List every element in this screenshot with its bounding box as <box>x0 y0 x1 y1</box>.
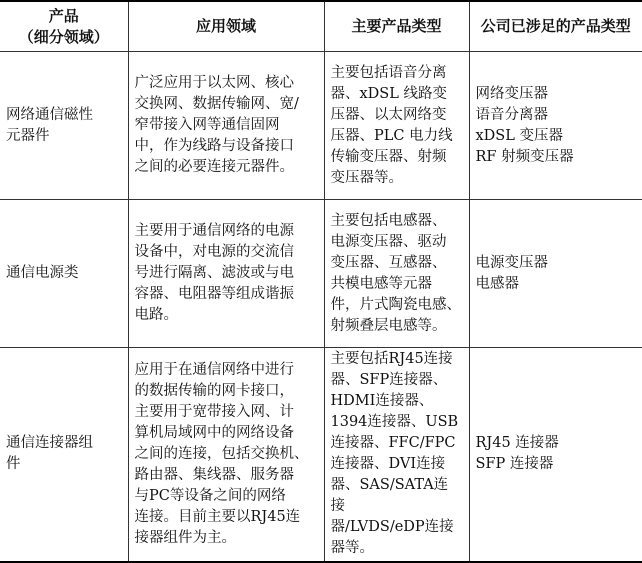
main-types-text: 主要包括电感器、 电源变压器、驱动 变压器、互感器、 共模电感等元器 件，片式陶瓷电感、 射频叠层电感等。 <box>330 212 461 334</box>
header-application-field <box>128 1 324 52</box>
segment-text: 通信连接器组 件 <box>6 435 93 473</box>
header-product-segment-label: 产品 （细分领域） <box>18 6 109 46</box>
main-types-cell <box>324 52 469 200</box>
header-company-product-types-label: 公司已涉足的产品类型 <box>480 17 631 35</box>
segment-text: 网络通信磁性 元器件 <box>6 106 93 144</box>
company-types-text: RJ45 连接器 SFP 连接器 <box>475 435 559 473</box>
header-product-segment <box>0 1 128 52</box>
application-cell <box>128 52 324 200</box>
table-row <box>0 52 642 200</box>
company-types-cell <box>469 348 642 562</box>
segment-cell <box>0 200 128 348</box>
main-types-cell <box>324 200 469 348</box>
application-cell <box>128 348 324 562</box>
company-types-cell <box>469 200 642 348</box>
application-text: 应用于在通信网络中进行 的数据传输的网卡接口， 主要用于宽带接入网、计 算机局域网中的网络设备 之间的连接，包括交换机、 路由器、集线器、服务器 与PC等设备之间的网络 连接。目前主要以RJ45连 接器组件为主。 <box>134 361 309 546</box>
header-application-field-label: 应用领域 <box>195 17 256 35</box>
main-types-text: 主要包括语音分离 器、xDSL 线路变 压器、以太网络变 压器、PLC 电力线 传输变压器、射频 变压器等。 <box>330 64 453 186</box>
header-main-product-types <box>324 1 469 52</box>
header-company-product-types <box>469 1 642 52</box>
company-types-text: 网络变压器 语音分离器 xDSL 变压器 RF 射频变压器 <box>475 85 574 165</box>
table-row <box>0 348 642 562</box>
company-types-cell <box>469 52 642 200</box>
segment-cell <box>0 52 128 200</box>
segment-cell <box>0 348 128 562</box>
company-types-text: 电源变压器 电感器 <box>475 254 548 292</box>
table-row <box>0 200 642 348</box>
segment-text: 通信电源类 <box>6 265 79 281</box>
main-types-cell <box>324 348 469 562</box>
table-header-row <box>0 1 642 52</box>
application-cell <box>128 200 324 348</box>
header-main-product-types-label: 主要产品类型 <box>351 17 442 35</box>
main-types-text: 主要包括RJ45连接 器、SFP连接器、 HDMI连接器、 1394连接器、USB 连接器、FFC/FPC 连接器、DVI连接 器、SAS/SATA连接 器/LVDS/eDP连接 器等。 <box>330 351 459 557</box>
application-text: 主要用于通信网络的电源 设备中，对电源的交流信 号进行隔离、滤波或与电 容器、电阻器等组成谐振 电路。 <box>134 223 294 323</box>
application-text: 广泛应用于以太网、核心 交换网、数据传输网、宽/ 窄带接入网等通信固网 中，作为线路与设备接口 之间的必要连接元器件。 <box>134 75 299 175</box>
